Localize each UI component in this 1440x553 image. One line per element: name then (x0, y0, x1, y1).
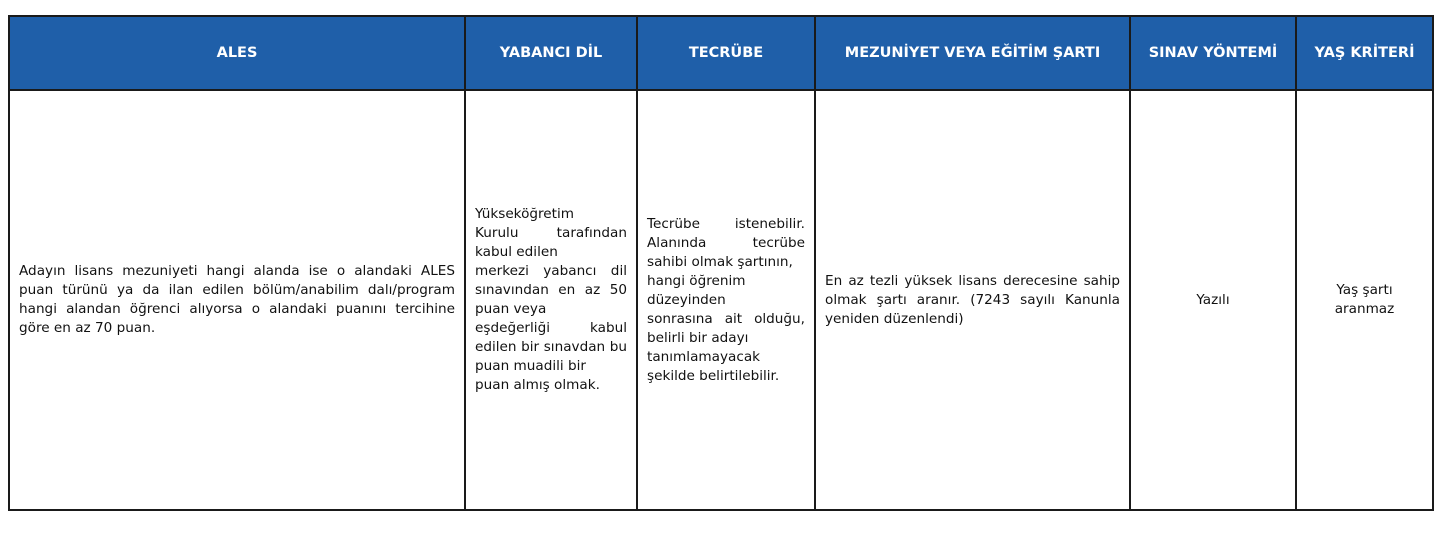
experience-line: sonrasına ait olduğu, belirli bir adayı (647, 310, 805, 346)
header-foreign-language: YABANCI DİL (465, 16, 637, 90)
cell-foreign-language (465, 90, 637, 510)
age-criterion-line: Yaş şartı (1336, 282, 1393, 298)
header-ales: ALES (9, 16, 465, 90)
foreign-language-line: eşdeğerliği kabul edilen bir sınavdan bu puan muadili bir (475, 320, 627, 374)
cell-graduation: En az tezli yüksek lisans derecesine sahip olmak şartı aranır. (7243 sayılı Kanunla yeniden düzenlendi) (815, 90, 1130, 510)
cell-ales: Adayın lisans mezuniyeti hangi alanda ise o alandaki ALES puan türünü ya da ilan edilen bölüm/anabilim dalı/program hangi alandan öğrenci alıyorsa o alandaki puanını tercihine göre en az 70 puan. (9, 90, 465, 510)
experience-line: tanımlamayacak (647, 348, 761, 365)
foreign-language-line: Kurulu tarafından kabul edilen (475, 225, 627, 260)
header-exam-method: SINAV YÖNTEMİ (1130, 16, 1296, 90)
foreign-language-line: Yükseköğretim (475, 206, 575, 222)
cell-experience (637, 90, 815, 510)
foreign-language-line: puan almış olmak. (475, 377, 600, 393)
header-graduation: MEZUNİYET VEYA EĞİTİM ŞARTI (815, 16, 1130, 90)
experience-line: hangi öğrenim (647, 272, 746, 289)
requirements-table (8, 15, 1434, 511)
table-row (9, 90, 1433, 510)
header-experience: TECRÜBE (637, 16, 815, 90)
header-age-criterion: YAŞ KRİTERİ (1296, 16, 1433, 90)
experience-line: düzeyinden (647, 291, 726, 308)
header-row (9, 16, 1433, 90)
foreign-language-line: merkezi yabancı dil sınavından en az 50 puan veya (475, 263, 627, 317)
experience-line: şekilde belirtilebilir. (647, 367, 780, 384)
age-criterion-line: aranmaz (1334, 301, 1395, 317)
experience-line: Tecrübe istenebilir. Alanında tecrübe sahibi olmak şartının, (647, 215, 805, 270)
cell-exam-method: Yazılı (1130, 90, 1296, 510)
cell-age-criterion (1296, 90, 1433, 510)
